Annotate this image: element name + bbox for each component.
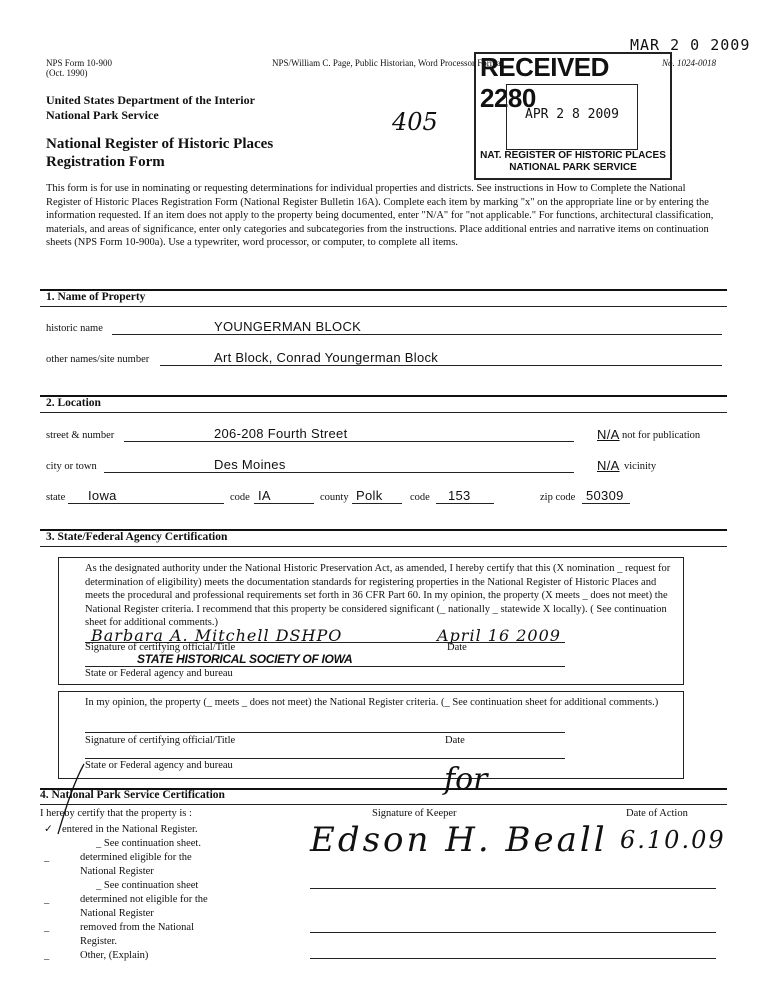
date-of-action-label: Date of Action [626,808,688,819]
received-text: RECEIVED 2280 [480,52,609,113]
stamp-inner-date: APR 2 8 2009 [525,107,619,122]
stamp-nat-register [476,150,670,174]
county-code-label: code [410,492,430,503]
county-field[interactable]: Polk [356,488,383,503]
other-names-label: other names/site number [46,354,150,365]
status-item-5[interactable]: _ determined not eligible for the [44,894,208,905]
not-for-publication-value[interactable]: N/A [597,427,620,442]
received-stamp [474,52,672,180]
form-subtitle: Registration Form [46,154,165,170]
form-title: National Register of Historic Places [46,136,274,152]
status-item-7[interactable]: _ removed from the National [44,922,195,933]
stamp-line2: NATIONAL PARK SERVICE [509,162,637,173]
city-label: city or town [46,461,97,472]
omb-number: No. 1024-0018 [662,58,716,68]
street-field[interactable]: 206-208 Fourth Street [214,426,348,441]
department: United States Department of the Interior [46,93,255,107]
form-number: NPS Form 10-900 [46,58,113,68]
date-box [506,84,638,150]
vicinity-value[interactable]: N/A [597,458,620,473]
zip-field[interactable]: 50309 [586,488,624,503]
section-3-heading: 3. State/Federal Agency Certification [46,531,228,543]
historic-name-label: historic name [46,323,103,334]
for-signature: for [444,762,488,797]
state-certification-box [58,557,684,685]
status-item-2[interactable]: _ determined eligible for the [44,852,192,863]
section-1-heading: 1. Name of Property [46,291,146,303]
status-item-1[interactable]: _ See continuation sheet. [96,838,201,849]
certification-date: April 16 2009 [437,626,561,645]
zip-label: zip code [540,492,576,503]
action-date: 6.10.09 [620,826,726,854]
state-code-label: code [230,492,250,503]
state-label: state [46,492,66,503]
status-item-4[interactable]: _ See continuation sheet [96,880,199,891]
header-note: NPS/William C. Page, Public Historian, Word Processor Format [272,58,504,68]
agency-label-2: State or Federal agency and bureau [85,760,233,771]
status-item-8: Register. [80,936,118,947]
county-label: county [320,492,349,503]
agency-label: State or Federal agency and bureau [85,668,233,679]
certification-text: As the designated authority under the National Historic Preservation Act, as amended, I hereby certify that this (X nomination _ request for determination of eligibility) meets the documentation standards for registering properties in the National Register of Historic Places and meets the procedural and professional requirements set forth in 36 CFR Part 60. In my opinion, the property (X meets _ does not meet) the National Register criteria. I recommend that this property be considered significant (_ nationally _ statewide X locally). ( See continuation sheet for additional comments.) [85,563,671,628]
section-2-heading: 2. Location [46,397,101,409]
service: National Park Service [46,108,159,122]
status-item-0[interactable]: ✓ entered in the National Register. [44,824,198,835]
not-for-publication-label: not for publication [622,430,701,441]
status-item-9[interactable]: _ Other, (Explain) [44,950,149,961]
historic-name-field[interactable]: YOUNGERMAN BLOCK [214,319,362,334]
certify-label: I hereby certify that the property is : [40,808,192,819]
stamp-top-date: MAR 2 0 2009 [630,36,751,54]
keeper-signature: Edson H. Beall [310,820,608,860]
state-code-field[interactable]: IA [258,488,271,503]
official-signature: Barbara A. Mitchell DSHPO [91,626,343,645]
city-field[interactable]: Des Moines [214,457,286,472]
county-code-field[interactable]: 153 [448,488,471,503]
form-date: (Oct. 1990) [46,68,88,78]
other-names-field[interactable]: Art Block, Conrad Youngerman Block [214,350,439,365]
signature-label: Signature of certifying official/Title [85,642,236,653]
federal-opinion-box [58,691,684,779]
signature-of-keeper-label: Signature of Keeper [372,808,457,819]
signature-label-2: Signature of certifying official/Title [85,735,236,746]
section-4-heading: 4. National Park Service Certification [40,789,225,801]
status-item-6: National Register [80,908,154,919]
street-label: street & number [46,430,115,441]
opinion-text: In my opinion, the property (_ meets _ does not meet) the National Register criteria. (_ See continuation sheet for additional comments.) [85,697,659,708]
status-item-3: National Register [80,866,154,877]
nps-status-list [44,823,304,963]
date-label: Date [447,642,467,653]
date-label-2: Date [445,735,465,746]
intro-paragraph: This form is for use in nominating or requesting determinations for individual properties and districts. See instructions in How to Complete the National Register of Historic Places Registration Form (National Register Bulletin 16A). Complete each item by marking "x" on the appropriate line or by entering the information requested. If an item does not apply to the property being documented, enter "N/A" for "not applicable." For functions, architectural classification, materials, and areas of significance, enter only categories and subcategories from the instructions. Place additional entries and narrative items on continuation sheets (NPS Form 10-900a). Use a typewriter, word processor, or computer, to complete all items. [46,183,714,248]
handwritten-number: 405 [392,108,438,136]
vicinity-label: vicinity [624,461,657,472]
state-field[interactable]: Iowa [88,488,117,503]
agency-stamp: STATE HISTORICAL SOCIETY OF IOWA [137,652,353,666]
stamp-line1: NAT. REGISTER OF HISTORIC PLACES [480,150,666,161]
